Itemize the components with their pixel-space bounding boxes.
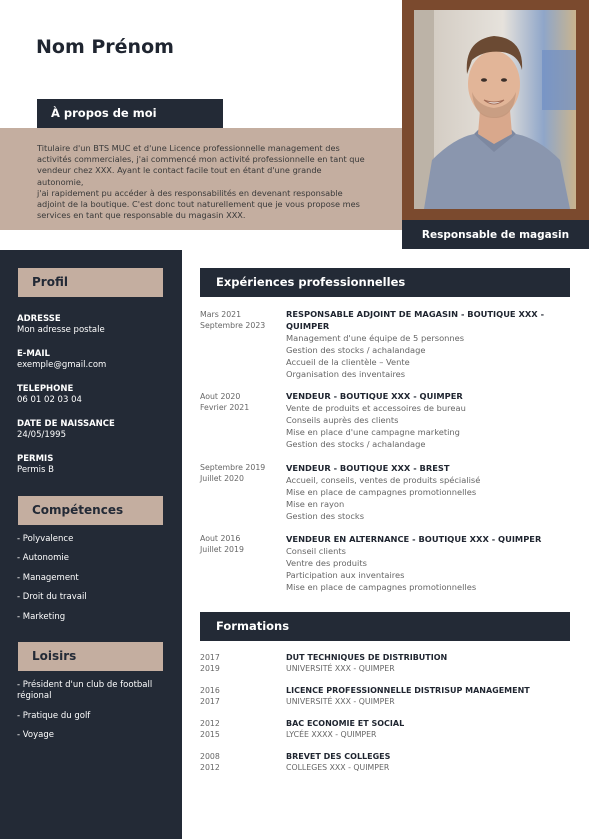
skill-item: - Polyvalence xyxy=(17,534,74,544)
exp-date xyxy=(200,309,265,331)
date-start: Septembre 2019 xyxy=(200,463,266,472)
exp-title: RESPONSABLE ADJOINT DE MAGASIN - BOUTIQUE XXX - xyxy=(286,309,545,319)
edu-school: UNIVERSITÉ XXX - QUIMPER xyxy=(286,664,395,673)
competences-heading: Compétences xyxy=(18,496,163,525)
year-start: 2012 xyxy=(200,719,220,728)
exp-date xyxy=(200,391,249,413)
exp-title: VENDEUR EN ALTERNANCE - BOUTIQUE XXX - QUIMPER xyxy=(286,534,542,544)
date-start: Aout 2016 xyxy=(200,534,241,543)
formations-heading: Formations xyxy=(200,612,570,641)
edu-item xyxy=(286,751,390,773)
exp-date xyxy=(200,533,244,555)
info-label: ADRESSE xyxy=(17,314,61,324)
edu-school: UNIVERSITÉ XXX - QUIMPER xyxy=(286,697,395,706)
profil-license xyxy=(17,454,54,476)
edu-item xyxy=(286,718,404,740)
edu-title: LICENCE PROFESSIONNELLE DISTRISUP MANAGEMENT xyxy=(286,686,530,695)
exp-title: VENDEUR - BOUTIQUE XXX - BREST xyxy=(286,463,450,473)
skill-item: - Management xyxy=(17,573,79,583)
exp-item xyxy=(286,462,556,522)
exp-detail: Accueil de la clientèle – Vente xyxy=(286,357,410,367)
exp-detail: Gestion des stocks / achalandage xyxy=(286,439,426,449)
edu-item xyxy=(286,685,530,707)
exp-item xyxy=(286,533,556,593)
year-start: 2017 xyxy=(200,653,220,662)
edu-title: BREVET DES COLLEGES xyxy=(286,752,391,761)
profil-email xyxy=(17,349,106,371)
photo-frame xyxy=(402,0,589,220)
exp-detail: Organisation des inventaires xyxy=(286,369,406,379)
edu-item xyxy=(286,652,447,674)
edu-date xyxy=(200,652,220,674)
date-end: Juillet 2019 xyxy=(200,545,244,554)
exp-detail: Mise en rayon xyxy=(286,499,345,509)
year-end: 2015 xyxy=(200,730,220,739)
loisirs-heading: Loisirs xyxy=(18,642,163,671)
info-value: Permis B xyxy=(17,465,55,475)
exp-detail: Gestion des stocks / achalandage xyxy=(286,345,426,355)
candidate-name: Nom Prénom xyxy=(36,36,174,58)
year-start: 2008 xyxy=(200,752,220,761)
exp-detail: Ventre des produits xyxy=(286,558,367,568)
date-end: Juillet 2020 xyxy=(200,474,244,483)
edu-date xyxy=(200,718,220,740)
date-end: Fevrier 2021 xyxy=(200,403,250,412)
experiences-heading: Expériences professionnelles xyxy=(200,268,570,297)
exp-title: QUIMPER xyxy=(286,321,330,331)
hobby-item: - Voyage xyxy=(17,730,54,740)
about-line: Titulaire d'un BTS MUC et d'une Licence professionnelle management des xyxy=(37,143,340,153)
about-line: activités commerciales, j'ai commencé mon activité professionnelle en tant que xyxy=(37,154,365,165)
about-line: adjoint de la boutique. C'est donc tout naturellement que je vous propose mes xyxy=(37,199,360,210)
skill-item: - Autonomie xyxy=(17,553,69,563)
exp-item xyxy=(286,308,556,380)
edu-school: LYCÉE XXXX - QUIMPER xyxy=(286,730,377,739)
profil-phone xyxy=(17,384,82,406)
info-value: exemple@gmail.com xyxy=(17,360,107,370)
skill-item: - Droit du travail xyxy=(17,592,87,602)
exp-detail: Conseils auprès des clients xyxy=(286,415,399,425)
exp-detail: Participation aux inventaires xyxy=(286,570,405,580)
about-title: À propos de moi xyxy=(37,99,223,128)
exp-date xyxy=(200,462,265,484)
hobby-item: - Pratique du golf xyxy=(17,711,91,721)
info-value: 24/05/1995 xyxy=(17,430,66,440)
exp-detail: Management d'une équipe de 5 personnes xyxy=(286,333,465,343)
info-value: 06 01 02 03 04 xyxy=(17,395,82,405)
exp-title: VENDEUR - BOUTIQUE XXX - QUIMPER xyxy=(286,391,463,401)
year-end: 2019 xyxy=(200,664,220,673)
profil-heading: Profil xyxy=(18,268,163,297)
edu-date xyxy=(200,751,220,773)
exp-detail: Conseil clients xyxy=(286,546,346,556)
profil-address xyxy=(17,314,105,336)
edu-title: DUT TECHNIQUES DE DISTRIBUTION xyxy=(286,653,448,662)
about-line: j'ai rapidement pu accéder à des responsabilités en devenant responsable xyxy=(37,187,343,198)
edu-school: COLLEGES XXX - QUIMPER xyxy=(286,763,390,772)
about-line: vendeur chez XXX. Ayant le contact facile tout en étant d'une grande autonomie, xyxy=(37,165,322,187)
info-label: PERMIS xyxy=(17,454,54,464)
year-start: 2016 xyxy=(200,686,220,695)
about-line: services en tant que responsable du magasin XXX. xyxy=(37,210,246,221)
exp-detail: Mise en place de campagnes promotionnelles xyxy=(286,487,477,497)
exp-detail: Mise en place de campagnes promotionnelles xyxy=(286,582,477,592)
exp-detail: Vente de produits et accessoires de bureau xyxy=(286,403,466,413)
exp-detail: Gestion des stocks xyxy=(286,511,365,521)
year-end: 2012 xyxy=(200,763,220,772)
date-start: Aout 2020 xyxy=(200,392,241,401)
info-value: Mon adresse postale xyxy=(17,325,105,335)
date-start: Mars 2021 xyxy=(200,310,242,319)
job-title-box: Responsable de magasin xyxy=(402,220,589,249)
hobby-line: - Président d'un club de football xyxy=(17,680,153,690)
edu-title: BAC ECONOMIE ET SOCIAL xyxy=(286,719,405,728)
profile-photo xyxy=(414,10,576,209)
info-label: TELEPHONE xyxy=(17,384,74,394)
date-end: Septembre 2023 xyxy=(200,321,266,330)
exp-detail: Mise en place d'une campagne marketing xyxy=(286,427,460,437)
edu-date xyxy=(200,685,220,707)
about-text xyxy=(37,143,367,221)
info-label: DATE DE NAISSANCE xyxy=(17,419,115,429)
skill-item: - Marketing xyxy=(17,612,66,622)
year-end: 2017 xyxy=(200,697,220,706)
exp-item xyxy=(286,390,556,450)
hobby-line: régional xyxy=(17,691,52,701)
profil-birthdate xyxy=(17,419,115,441)
info-label: E-MAIL xyxy=(17,349,50,359)
hobby-item xyxy=(17,680,167,702)
exp-detail: Accueil, conseils, ventes de produits spécialisé xyxy=(286,475,481,485)
